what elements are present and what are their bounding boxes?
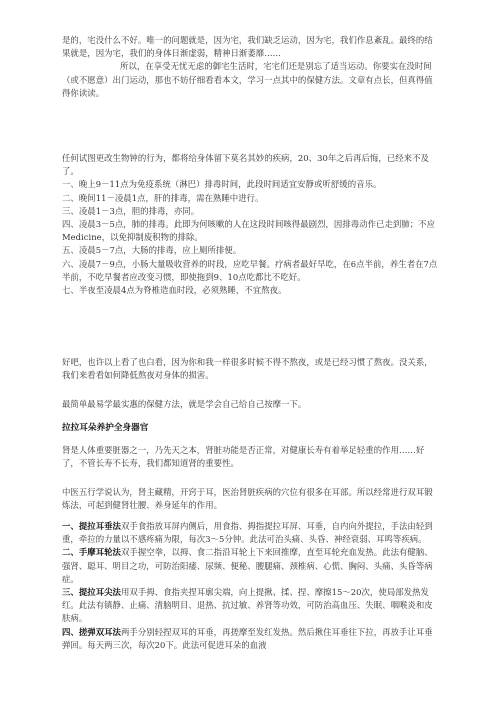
method-text: 两手分别轻捏双耳的耳垂，再搓摩至发红发热。然后揪住耳垂往下拉，再放手让耳垂弹回。每天两三次，每次20下。此法可促进耳朵的血液 <box>62 626 433 650</box>
simple-method-block <box>62 398 438 411</box>
schedule-item: 五、凌晨5－7点，大肠的排毒，应上厕所排便。 <box>62 245 242 256</box>
schedule-item: 三、凌晨1－3点，胆的排毒，亦同。 <box>62 205 200 216</box>
intro-paragraph-2: 所以，在享受无忧无虑的御宅生活时，宅宅们还是别忘了适当运动。你要实在没时间（或不愿意）出门运动，那也不妨仔细看看本文，学习一点其中的保健方法。文章有点长，但真得值得你读读。 <box>62 61 433 98</box>
method-item <box>62 520 438 546</box>
schedule-intro: 任何试图更改生物钟的行为，都将给身体留下莫名其妙的疾病，20、30年之后再后悔，已经来不及了。 <box>62 153 429 177</box>
method-text: 用双手拇、食指夹捏耳廓尖端，向上提揪、揉、捏、摩擦15～20次，使局部发热发红。此法有镇静、止痛、清脑明目、退热、抗过敏、养肾等功效，可防治高血压、失眠、咽喉炎和皮肤病。 <box>62 587 433 624</box>
methods-block <box>62 520 438 652</box>
method-lead: 一、提拉耳垂法 <box>62 521 121 531</box>
schedule-item: 四、凌晨3－5点，肺的排毒。此即为何咳嗽的人在这段时间咳得最剧烈，因排毒动作已走到肺；不应Medicine，以免抑制废积物的排除。 <box>62 219 436 243</box>
tcm-paragraph-block <box>62 486 438 512</box>
kidney-paragraph: 肾是人体重要脏器之一，乃先天之本，肾脏功能是否正常，对健康长寿有着举足轻重的作用……好了，不管长寿不长寿，我们都知道肾的重要性。 <box>62 445 425 469</box>
method-lead: 四、搓弹双耳法 <box>62 626 121 637</box>
tcm-paragraph: 中医五行学说认为，肾主藏精，开窍于耳，医治肾脏疾病的穴位有很多在耳部。所以经常进行双耳锻炼法，可起到健肾壮腰、养身延年的作用。 <box>62 487 433 511</box>
method-item <box>62 626 438 652</box>
intro-paragraph-1: 是的，宅没什么不好。唯一的问题就是，因为宅，我们缺乏运动，因为宅，我们作息紊乱。最终的结果就是，因为宅，我们的身体日渐虚弱，精神日渐萎靡…… <box>62 35 433 59</box>
schedule-item: 一、晚上9－11点为免疫系统（淋巴）排毒时间，此段时间适宜安静或听舒缓的音乐。 <box>62 179 382 190</box>
late-night-paragraph-block <box>62 356 438 382</box>
method-text: 双手握空拳，以拇、食二指沿耳轮上下来回推摩，直至耳轮充血发热。此法有健脑、强肾、聪耳、明目之功，可防治阳痿、尿频、便秘、腰腿痛、颈椎病、心慌、胸闷、头痛、头昏等病症。 <box>62 547 433 584</box>
late-night-paragraph: 好吧，也许以上看了也白看，因为你和我一样很多时候不得不熬夜，或是已经习惯了熬夜。没关系，我们来看看如何降低熬夜对身体的损害。 <box>62 357 433 381</box>
simple-method-paragraph: 最简单最易学最实惠的保健方法，就是学会自己给自己按摩一下。 <box>62 399 307 409</box>
method-item <box>62 546 438 586</box>
section-title: 拉拉耳朵养护全身器官 <box>62 423 149 433</box>
schedule-item: 七、半夜至凌晨4点为脊椎造血时段，必须熟睡，不宜熬夜。 <box>62 285 287 296</box>
kidney-paragraph-block <box>62 444 438 470</box>
schedule-block <box>62 152 438 297</box>
schedule-item: 六、凌晨7－9点，小肠大量吸收营养的时段，应吃早餐。疗病者最好早吃，在6点半前，养生者在7点半前，不吃早餐者应改变习惯，即使拖到9、10点吃都比不吃好。 <box>62 258 438 282</box>
method-lead: 三、提拉耳尖法 <box>62 587 121 598</box>
method-lead: 二、手摩耳轮法 <box>62 547 121 558</box>
method-text: 双手食指放耳屏内侧后，用食指、拇指提拉耳屏、耳垂，自内向外提拉，手法由轻到重，牵拉的力量以不感疼痛为限，每次3～5分钟。此法可治头痛、头昏、神经衰弱、耳鸣等疾病。 <box>62 521 433 545</box>
schedule-item: 二、晚间11－凌晨1点，肝的排毒，需在熟睡中进行。 <box>62 192 264 203</box>
intro-block <box>62 34 438 100</box>
method-item <box>62 586 438 626</box>
ear-section-title-block <box>62 422 438 435</box>
